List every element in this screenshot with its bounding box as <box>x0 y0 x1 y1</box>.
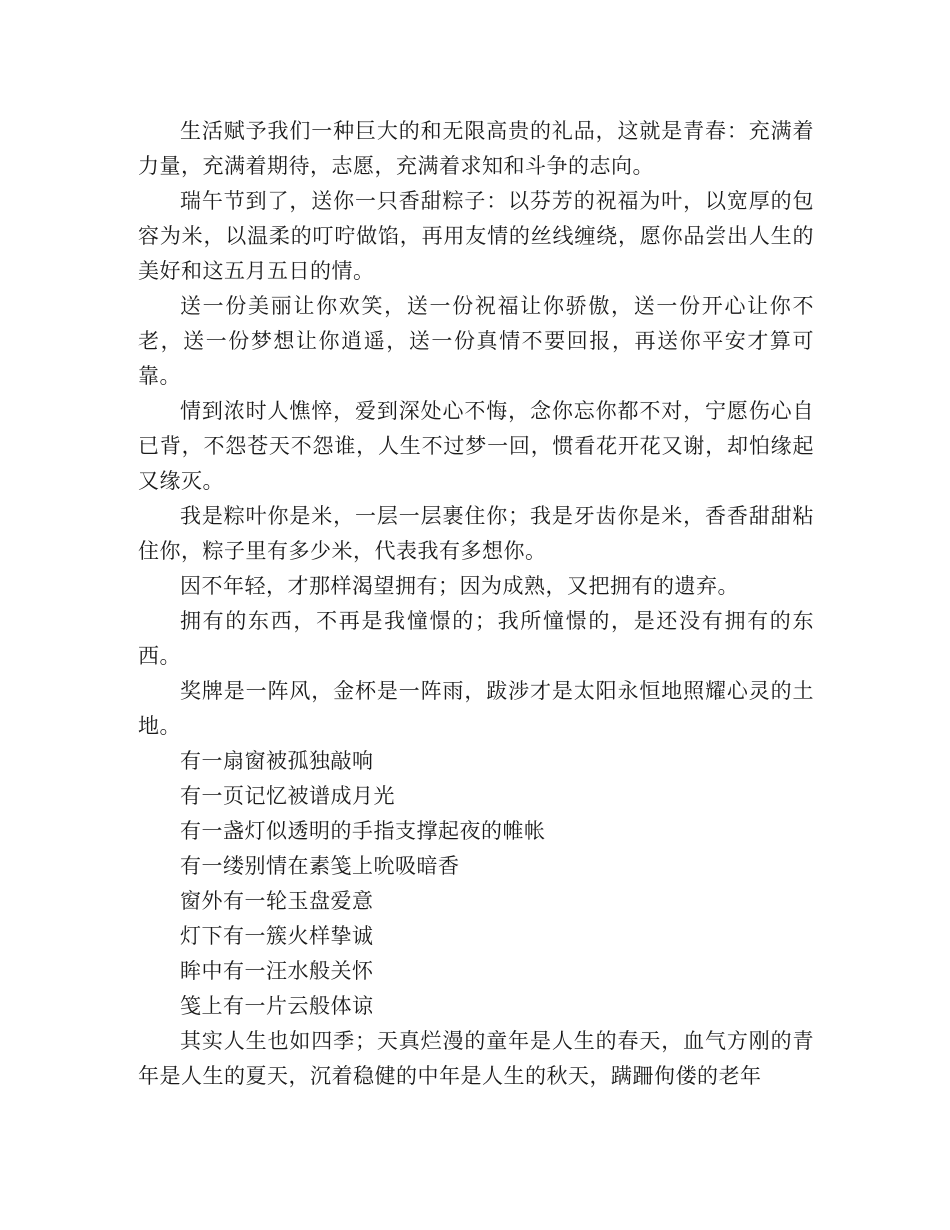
paragraph-love: 情到浓时人憔悴，爱到深处心不悔，念你忘你都不对，宁愿伤心自已背，不怨苍天不怨谁，人生不过梦一回，惯看花开花又谢，却怕缘起又缘灭。 <box>138 399 814 493</box>
paragraph-zongzi: 我是粽叶你是米，一层一层裹住你；我是牙齿你是米，香香甜甜粘住你，粽子里有多少米，代表我有多想你。 <box>138 504 814 563</box>
paragraph-medal: 奖牌是一阵风，金杯是一阵雨，跋涉才是太阳永恒地照耀心灵的土地。 <box>138 679 814 738</box>
poem-line: 有一页记忆被谱成月光 <box>180 784 395 808</box>
poem-line: 灯下有一簇火样挚诚 <box>180 924 374 948</box>
poem-line: 有一扇窗被孤独敲响 <box>180 749 374 773</box>
poem-line: 有一缕别情在素笺上吮吸暗香 <box>180 854 460 878</box>
paragraph-gifts: 送一份美丽让你欢笑，送一份祝福让你骄傲，送一份开心让你不老，送一份梦想让你逍遥，送一份真情不要回报，再送你平安才算可靠。 <box>138 294 814 388</box>
paragraph-youth-desire: 因不年轻，才那样渴望拥有；因为成熟，又把拥有的遗弃。 <box>180 574 739 598</box>
paragraph-possession: 拥有的东西，不再是我憧憬的；我所憧憬的，是还没有拥有的东西。 <box>138 609 814 668</box>
paragraph-seasons: 其实人生也如四季；天真烂漫的童年是人生的春天，血气方刚的青年是人生的夏天，沉着稳健的中年是人生的秋天，蹒跚佝偻的老年 <box>138 1029 814 1088</box>
poem-line: 眸中有一汪水般关怀 <box>180 959 374 983</box>
paragraph-dragon-boat: 瑞午节到了，送你一只香甜粽子：以芬芳的祝福为叶，以宽厚的包容为米，以温柔的叮咛做馅，再用友情的丝线缠绕，愿你品尝出人生的美好和这五月五日的情。 <box>138 189 814 283</box>
poem-line: 窗外有一轮玉盘爱意 <box>180 889 374 913</box>
poem-line: 有一盏灯似透明的手指支撑起夜的帷帐 <box>180 819 546 843</box>
poem-line: 笺上有一片云般体谅 <box>180 994 374 1018</box>
paragraph-youth: 生活赋予我们一种巨大的和无限高贵的礼品，这就是青春：充满着力量，充满着期待，志愿，充满着求知和斗争的志向。 <box>138 119 814 178</box>
document-body <box>138 114 814 1094</box>
